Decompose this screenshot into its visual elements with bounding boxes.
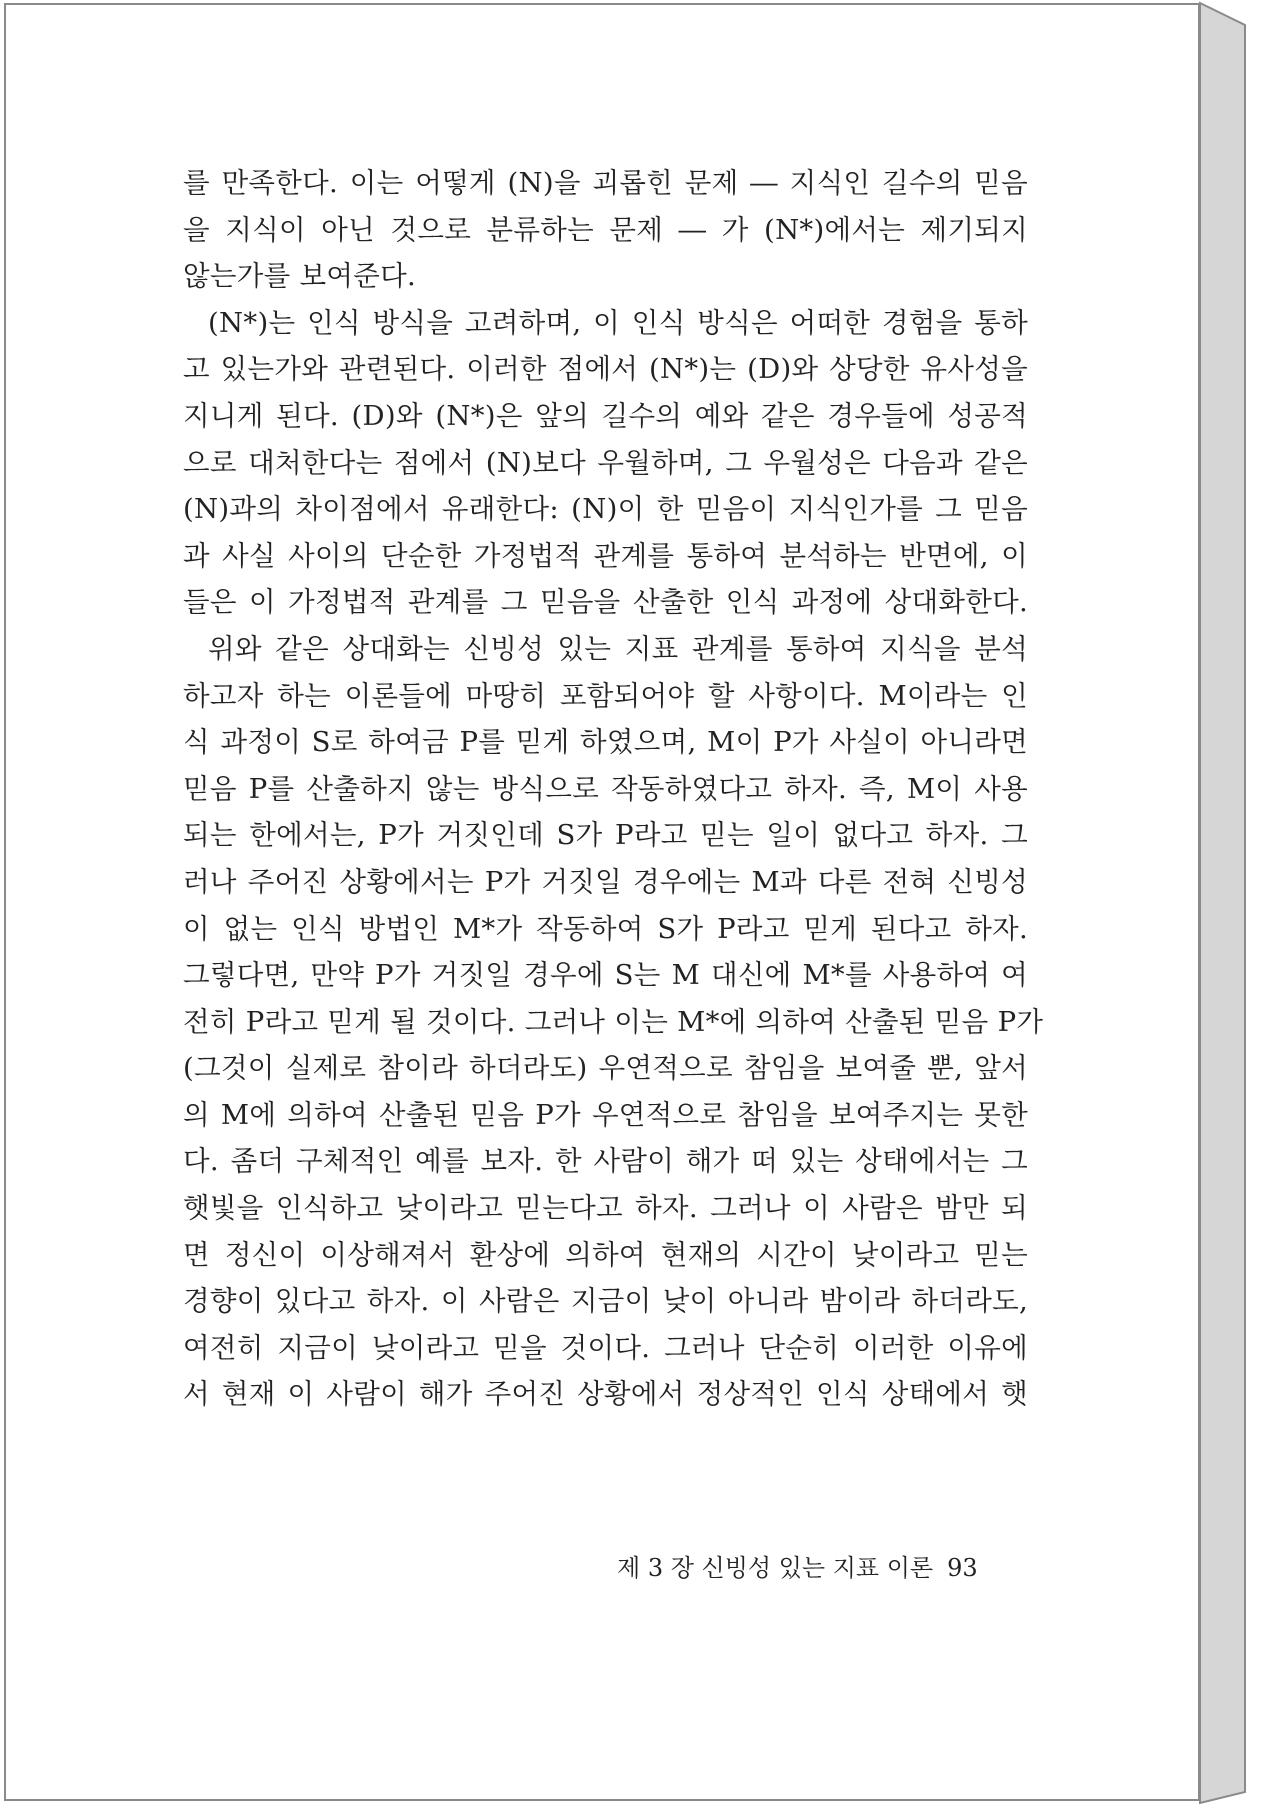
text-line: 면 정신이 이상해져서 환상에 의하여 현재의 시간이 낮이라고 믿는 — [183, 1238, 1028, 1271]
text-line: (그것이 실제로 참이라 하더라도) 우연적으로 참임을 보여줄 뿐, 앞서 — [183, 1052, 1028, 1085]
text-line: (N)과의 차이점에서 유래한다: (N)이 한 믿음이 지식인가를 그 믿음 — [183, 493, 1028, 526]
text-line: 식 과정이 S로 하여금 P를 믿게 하였으며, M이 P가 사실이 아니라면 — [183, 726, 1028, 759]
text-line: 의 M에 의하여 산출된 믿음 P가 우연적으로 참임을 보여주지는 못한 — [183, 1098, 1028, 1131]
text-line: 지니게 된다. (D)와 (N*)은 앞의 길수의 예와 같은 경우들에 성공적 — [183, 399, 1028, 432]
chapter-title: 제 3 장 신빙성 있는 지표 이론 — [617, 1554, 934, 1582]
text-line: 으로 대처한다는 점에서 (N)보다 우월하며, 그 우월성은 다음과 같은 — [183, 446, 1028, 479]
text-line: 경향이 있다고 하자. 이 사람은 지금이 낮이 아니라 밤이라 하더라도, — [183, 1285, 1028, 1318]
page-footer — [617, 1553, 997, 1583]
text-line: 들은 이 가정법적 관계를 그 믿음을 산출한 인식 과정에 상대화한다. — [183, 586, 1028, 619]
text-line: 햇빛을 인식하고 낮이라고 믿는다고 하자. 그러나 이 사람은 밤만 되 — [183, 1192, 1028, 1225]
text-line: 그렇다면, 만약 P가 거짓일 경우에 S는 M 대신에 M*를 사용하여 여 — [183, 959, 1028, 992]
text-line: 믿음 P를 산출하지 않는 방식으로 작동하였다고 하자. 즉, M이 사용 — [183, 772, 1028, 805]
text-line: 이 없는 인식 방법인 M*가 작동하여 S가 P라고 믿게 된다고 하자. — [183, 912, 1028, 945]
text-line: 서 현재 이 사람이 해가 주어진 상황에서 정상적인 인식 상태에서 햇 — [183, 1378, 1028, 1411]
text-line: 을 지식이 아닌 것으로 분류하는 문제 ― 가 (N*)에서는 제기되지 — [183, 213, 1028, 246]
text-line: 고 있는가와 관련된다. 이러한 점에서 (N*)는 (D)와 상당한 유사성을 — [183, 353, 1028, 386]
text-line: 러나 주어진 상황에서는 P가 거짓일 경우에는 M과 다른 전혀 신빙성 — [183, 865, 1028, 898]
text-line: 여전히 지금이 낮이라고 믿을 것이다. 그러나 단순히 이러한 이유에 — [183, 1331, 1028, 1364]
text-line: 과 사실 사이의 단순한 가정법적 관계를 통하여 분석하는 반면에, 이 — [183, 539, 1028, 572]
text-line: 않는가를 보여준다. — [183, 260, 417, 293]
text-line: 되는 한에서는, P가 거짓인데 S가 P라고 믿는 일이 없다고 하자. 그 — [183, 819, 1028, 852]
body-text — [183, 160, 1044, 1418]
text-line: 전히 P라고 믿게 될 것이다. 그러나 이는 M*에 의하여 산출된 믿음 P가 — [183, 1005, 1044, 1038]
text-line: 를 만족한다. 이는 어떻게 (N)을 괴롭힌 문제 ― 지식인 길수의 믿음 — [183, 167, 1028, 199]
text-line: 다. 좀더 구체적인 예를 보자. 한 사람이 해가 떠 있는 상태에서는 그 — [183, 1145, 1028, 1178]
text-line: (N*)는 인식 방식을 고려하며, 이 인식 방식은 어떠한 경험을 통하 — [208, 306, 1028, 339]
text-line: 하고자 하는 이론들에 마땅히 포함되어야 할 사항이다. M이라는 인 — [183, 679, 1028, 712]
text-line: 위와 같은 상대화는 신빙성 있는 지표 관계를 통하여 지식을 분석 — [208, 632, 1028, 665]
page-number: 93 — [947, 1554, 978, 1582]
